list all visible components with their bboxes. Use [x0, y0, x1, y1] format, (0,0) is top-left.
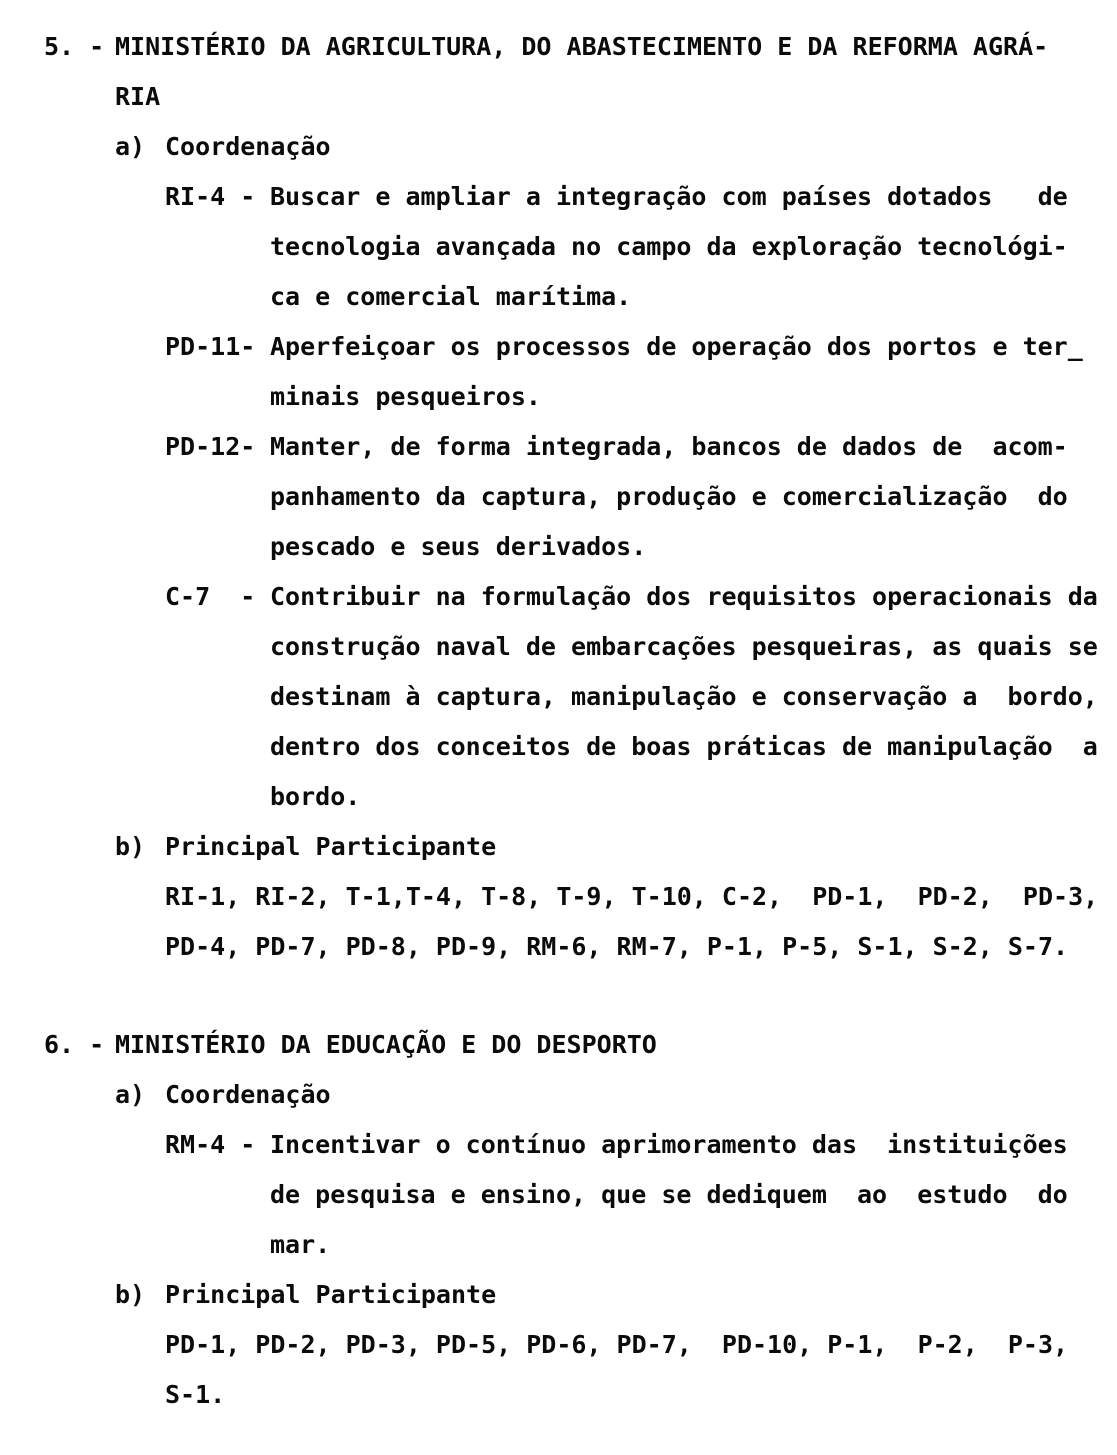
document-line: mar. — [270, 1230, 331, 1259]
document-block — [165, 872, 1117, 972]
document-block — [165, 322, 1117, 422]
block-label: a) — [115, 1080, 146, 1109]
document-line: PD-1, PD-2, PD-3, PD-5, PD-6, PD-7, PD-10, P-1, P-2, P-3, — [165, 1330, 1069, 1359]
block-label: RI-4 - — [165, 182, 256, 211]
block-lines — [165, 1070, 1117, 1120]
document-line: panhamento da captura, produção e comercialização do — [270, 482, 1068, 511]
document-line: minais pesqueiros. — [270, 382, 541, 411]
document-block — [44, 22, 1117, 122]
block-lines — [270, 172, 1117, 322]
block-label: 5. - — [44, 32, 105, 61]
document-line: Buscar e ampliar a integração com países dotados de — [270, 182, 1068, 211]
document-page — [44, 22, 1117, 1420]
document-line: S-1. — [165, 1380, 226, 1409]
block-label: 6. - — [44, 1030, 105, 1059]
document-line: bordo. — [270, 782, 361, 811]
block-lines — [165, 822, 1117, 872]
block-label: a) — [115, 132, 146, 161]
block-label: PD-11- — [165, 332, 256, 361]
document-line: ca e comercial marítima. — [270, 282, 632, 311]
block-lines — [165, 1320, 1117, 1420]
document-line: Principal Participante — [165, 1280, 497, 1309]
document-line: Incentivar o contínuo aprimoramento das instituições — [270, 1130, 1068, 1159]
document-line: RIA — [115, 82, 161, 111]
document-block — [115, 122, 1117, 172]
document-line: tecnologia avançada no campo da exploração tecnológi- — [270, 232, 1068, 261]
document-line: Coordenação — [165, 1080, 331, 1109]
block-label: b) — [115, 832, 146, 861]
block-label: RM-4 - — [165, 1130, 256, 1159]
document-block — [115, 1070, 1117, 1120]
block-label: b) — [115, 1280, 146, 1309]
document-line: PD-4, PD-7, PD-8, PD-9, RM-6, RM-7, P-1, P-5, S-1, S-2, S-7. — [165, 932, 1069, 961]
document-line: Principal Participante — [165, 832, 497, 861]
document-line: Aperfeiçoar os processos de operação dos portos e ter̲ — [270, 332, 1083, 361]
block-label: PD-12- — [165, 432, 256, 461]
block-lines — [115, 22, 1117, 122]
document-block — [165, 172, 1117, 322]
document-line: RI-1, RI-2, T-1,T-4, T-8, T-9, T-10, C-2, PD-1, PD-2, PD-3, — [165, 882, 1099, 911]
document-block — [115, 1270, 1117, 1320]
document-line: de pesquisa e ensino, que se dediquem ao estudo do — [270, 1180, 1068, 1209]
document-line: MINISTÉRIO DA AGRICULTURA, DO ABASTECIMENTO E DA REFORMA AGRÁ- — [115, 32, 1049, 61]
document-line: Contribuir na formulação dos requisitos operacionais da — [270, 582, 1098, 611]
block-lines — [270, 572, 1117, 822]
block-lines — [270, 322, 1117, 422]
document-line: construção naval de embarcações pesqueiras, as quais se — [270, 632, 1098, 661]
document-line: dentro dos conceitos de boas práticas de manipulação a — [270, 732, 1098, 761]
document-block — [165, 1320, 1117, 1420]
block-lines — [270, 422, 1117, 572]
document-line: destinam à captura, manipulação e conservação a bordo, — [270, 682, 1098, 711]
block-lines — [270, 1120, 1117, 1270]
block-lines — [165, 872, 1117, 972]
document-block — [165, 422, 1117, 572]
document-block — [165, 1120, 1117, 1270]
block-lines — [115, 1020, 1117, 1070]
block-label: C-7 - — [165, 582, 256, 611]
block-lines — [165, 1270, 1117, 1320]
document-line: MINISTÉRIO DA EDUCAÇÃO E DO DESPORTO — [115, 1030, 657, 1059]
document-line: Manter, de forma integrada, bancos de dados de acom- — [270, 432, 1068, 461]
block-lines — [165, 122, 1117, 172]
document-block — [44, 1020, 1117, 1070]
document-block — [165, 572, 1117, 822]
document-block — [115, 822, 1117, 872]
document-line: pescado e seus derivados. — [270, 532, 647, 561]
document-line: Coordenação — [165, 132, 331, 161]
